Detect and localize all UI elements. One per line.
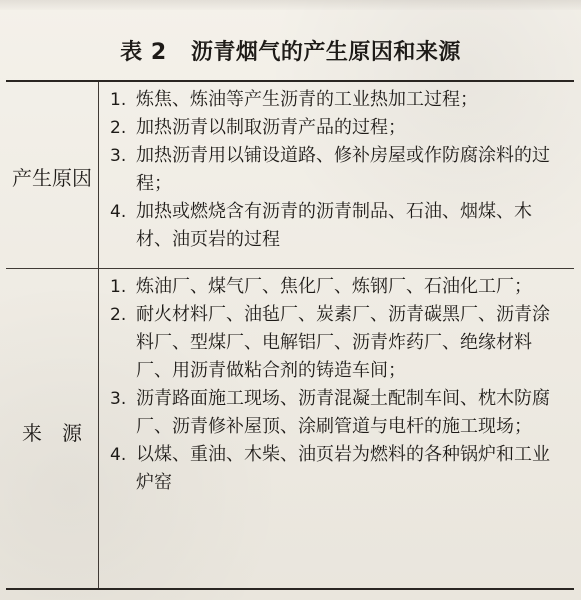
vertical-divider bbox=[98, 82, 99, 588]
source-item-4-number: 4. bbox=[110, 445, 127, 465]
top-shadow-strip bbox=[0, 0, 581, 10]
row-divider bbox=[6, 268, 574, 269]
source-item-2-number: 2. bbox=[110, 305, 127, 325]
source-item-1 bbox=[110, 273, 566, 301]
cause-item-2 bbox=[110, 114, 566, 142]
source-item-3 bbox=[110, 385, 566, 441]
source-item-2 bbox=[110, 301, 566, 385]
source-item-3-text: 沥青路面施工现场、沥青混凝土配制车间、枕木防腐厂、沥青修补屋顶、涂刷管道与电杆的施工现场； bbox=[136, 388, 550, 437]
source-item-1-number: 1. bbox=[110, 277, 127, 297]
cause-label: 产生原因 bbox=[12, 166, 92, 190]
cause-item-3-number: 3. bbox=[110, 146, 127, 166]
table-number: 表 2 bbox=[120, 40, 167, 65]
table-title bbox=[0, 35, 581, 66]
cause-item-2-text: 加热沥青以制取沥青产品的过程； bbox=[136, 117, 406, 138]
cause-item-3 bbox=[110, 142, 566, 198]
table-caption: 沥青烟气的产生原因和来源 bbox=[190, 40, 461, 65]
source-item-4-text: 以煤、重油、木柴、油页岩为燃料的各种锅炉和工业炉窑 bbox=[136, 444, 550, 493]
cause-content bbox=[110, 86, 566, 254]
cause-item-1-number: 1. bbox=[110, 90, 127, 110]
source-item-3-number: 3. bbox=[110, 389, 127, 409]
cause-item-4 bbox=[110, 198, 566, 254]
cause-item-2-number: 2. bbox=[110, 118, 127, 138]
source-content bbox=[110, 273, 566, 497]
content-table bbox=[6, 80, 574, 590]
source-item-2-text: 耐火材料厂、油毡厂、炭素厂、沥青碳黑厂、沥青涂料厂、型煤厂、电解铝厂、沥青炸药厂、绝缘材料厂、用沥青做粘合剂的铸造车间； bbox=[136, 304, 550, 381]
source-item-1-text: 炼油厂、煤气厂、焦化厂、炼钢厂、石油化工厂； bbox=[136, 276, 532, 297]
source-label: 来 源 bbox=[22, 421, 82, 445]
cause-item-4-text: 加热或燃烧含有沥青的沥青制品、石油、烟煤、木材、油页岩的过程 bbox=[136, 201, 532, 250]
cause-item-4-number: 4. bbox=[110, 202, 127, 222]
cause-item-3-text: 加热沥青用以铺设道路、修补房屋或作防腐涂料的过程； bbox=[136, 145, 550, 194]
source-item-4 bbox=[110, 441, 566, 497]
cause-item-1-text: 炼焦、炼油等产生沥青的工业热加工过程； bbox=[136, 89, 478, 110]
cause-item-1 bbox=[110, 86, 566, 114]
